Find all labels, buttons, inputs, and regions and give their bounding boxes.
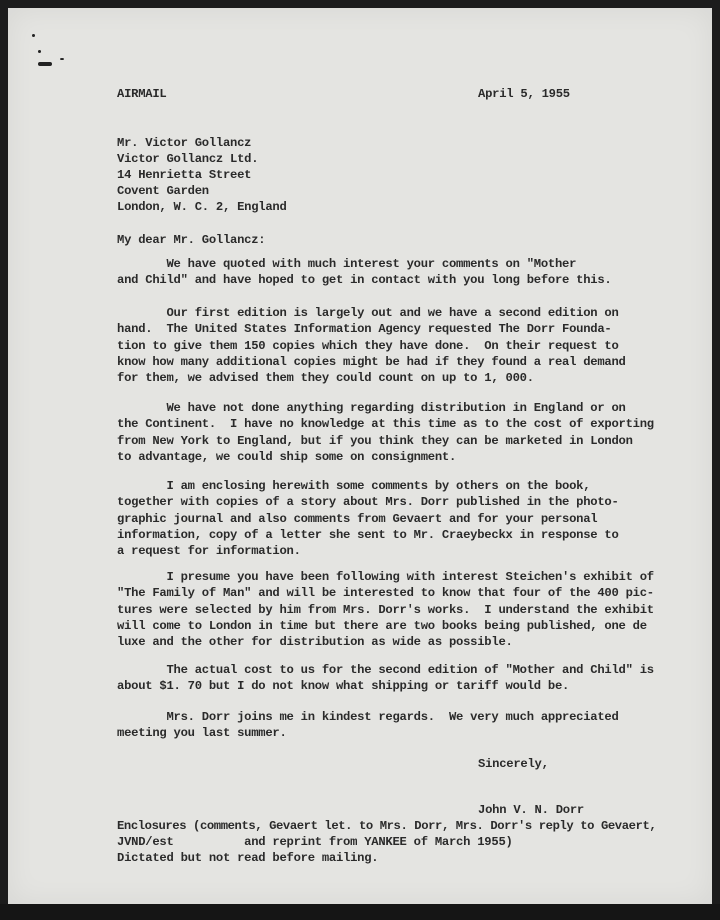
address-line: 14 Henrietta Street xyxy=(117,168,252,182)
ink-speck xyxy=(38,50,41,53)
letter-date: April 5, 1955 xyxy=(478,87,570,101)
scan-border xyxy=(0,904,720,920)
initials-line: JVND/est and reprint from YANKEE of March 1955) xyxy=(117,835,513,849)
body-paragraph: Mrs. Dorr joins me in kindest regards. We very much appreciated meeting you last summer. xyxy=(117,710,619,741)
body-paragraph: Our first edition is largely out and we have a second edition on hand. The United States Information Agency requested The Dorr Founda- tion to give them 150 copies which they have done. On their request to know how many additional copies might be had if they found a real demand for them, we advised them they could count on up to 1, 000. xyxy=(117,306,626,386)
salutation: My dear Mr. Gollancz: xyxy=(117,233,266,247)
body-paragraph: We have not done anything regarding distribution in England or on the Continent. I have no knowledge at this time as to the cost of exporting from New York to England, but if you think they can be marketed in London to advantage, we could ship some on consignment. xyxy=(117,401,654,464)
address-line: Mr. Victor Gollancz xyxy=(117,136,252,150)
ink-blot xyxy=(38,62,52,66)
address-line: Victor Gollancz Ltd. xyxy=(117,152,259,166)
signature-name: John V. N. Dorr xyxy=(478,803,584,817)
dictation-note: Dictated but not read before mailing. xyxy=(117,851,379,865)
body-paragraph: We have quoted with much interest your comments on "Mother and Child" and have hoped to get in contact with you long before this. xyxy=(117,257,612,288)
address-line: Covent Garden xyxy=(117,184,209,198)
body-paragraph: I presume you have been following with interest Steichen's exhibit of "The Family of Man" and will be interested to know that four of the 400 pic- tures were selected by him from Mrs. Dorr's works. I understand the exhibit will come to London in time but there are two books being published, one de luxe and the other for distribution as wide as possible. xyxy=(117,570,654,650)
enclosures-line: Enclosures (comments, Gevaert let. to Mrs. Dorr, Mrs. Dorr's reply to Gevaert, xyxy=(117,819,657,833)
airmail-label: AIRMAIL xyxy=(117,87,167,101)
ink-speck xyxy=(60,58,64,60)
body-paragraph: I am enclosing herewith some comments by others on the book, together with copies of a story about Mrs. Dorr published in the photo- graphic journal and also comments from Gevaert and for your personal information, copy of a letter she sent to Mr. Craeybeckx in response to a request for information. xyxy=(117,479,619,559)
closing: Sincerely, xyxy=(478,757,549,771)
ink-speck xyxy=(32,34,35,37)
address-line: London, W. C. 2, England xyxy=(117,200,287,214)
body-paragraph: The actual cost to us for the second edition of "Mother and Child" is about $1. 70 but I do not know what shipping or tariff would be. xyxy=(117,663,654,694)
